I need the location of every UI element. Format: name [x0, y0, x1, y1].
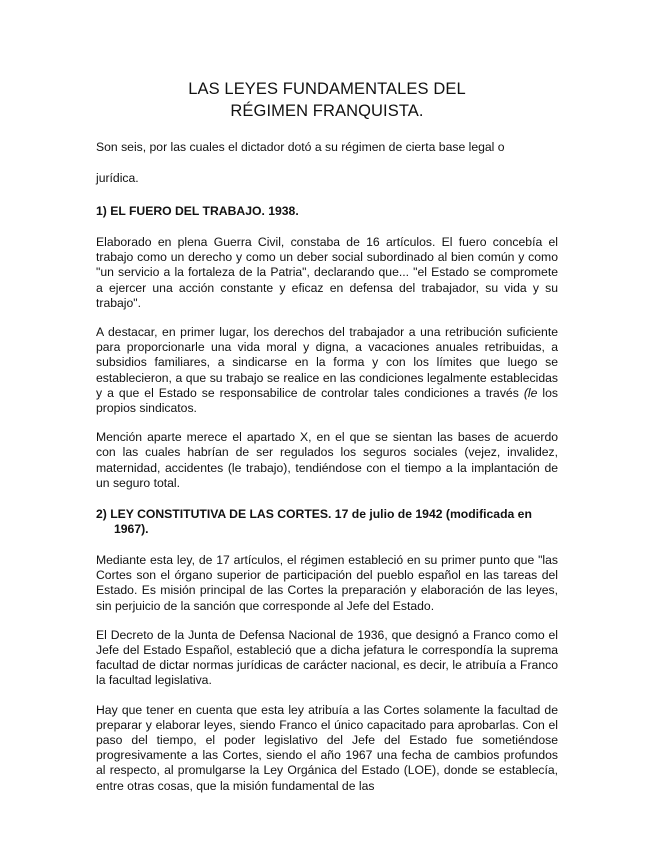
section-ley-constitutiva-cortes [96, 507, 558, 794]
section-2-paragraph-3: Hay que tener en cuenta que esta ley atribuía a las Cortes solamente la facultad de preparar y elaborar leyes, siendo Franco el único capacitado para aprobarlas. Con el paso del tiempo, el poder legislativo del Jefe del Estado fue sometiéndose progresivamente a las Cortes, siendo el año 1967 una fecha de cambios profundos al respecto, al promulgarse la Ley Orgánica del Estado (LOE), donde se establecía, entre otras cosas, que la misión fundamental de las [96, 702, 558, 793]
section-2-paragraph-2: El Decreto de la Junta de Defensa Nacional de 1936, que designó a Franco como el Jefe del Estado Español, estableció que a dicha jefatura le correspondía la suprema facultad de dictar normas jurídicas de carácter nacional, es decir, le atribuía a Franco la facultad legislativa. [96, 627, 558, 688]
section-1-paragraph-1: Elaborado en plena Guerra Civil, constaba de 16 artículos. El fuero concebía el trabajo como un derecho y como un deber social subordinado al bien común y como "un servicio a la fortaleza de la Patria", declarando que... "el Estado se compromete a ejercer una acción constante y eficaz en defensa del trabajador, su vida y su trabajo". [96, 235, 558, 310]
section-1-paragraph-2-italic: (le [523, 385, 538, 400]
section-1-paragraph-2-end: los propios sindicatos. [96, 385, 558, 416]
section-1-paragraph-3: Mención aparte merece el apartado X, en el que se sientan las bases de acuerdo con las cuales habrían de ser regulados los seguros sociales (vejez, invalidez, maternidad, accidentes (le trabajo), tendiéndose con el tiempo a la implantación de un seguro total. [96, 430, 558, 490]
intro-paragraph [96, 132, 558, 194]
title-line-2: RÉGIMEN FRANQUISTA. [230, 102, 424, 120]
section-2-heading: 2) LEY CONSTITUTIVA DE LAS CORTES. 17 de julio de 1942 (modificada en 1967). [96, 507, 532, 537]
document-page [96, 78, 558, 794]
document-title [96, 78, 558, 122]
section-1-heading: 1) EL FUERO DEL TRABAJO. 1938. [96, 204, 299, 218]
section-2-paragraph-1: Mediante esta ley, de 17 artículos, el régimen estableció en su primer punto que "las Cortes son el órgano superior de participación del pueblo español en las tareas del Estado. Es misión principal de las Cortes la preparación y elaboración de las leyes, sin perjuicio de la sanción que corresponde al Jefe del Estado. [96, 553, 558, 613]
intro-line-2: jurídica. [96, 171, 139, 185]
section-1-paragraph-2-main: A destacar, en primer lugar, los derechos del trabajador a una retribución suficiente para proporcionarle una vida moral y digna, a vacaciones anuales retribuidas, a subsidios familiares, a sindicarse en la forma y con los límites que luego se establecieron, a que su trabajo se realice en las condiciones legalmente establecidas y a que el Estado se responsabilice de controlar tales condiciones a través [96, 325, 558, 400]
section-1-paragraph-2 [96, 325, 558, 416]
section-fuero-del-trabajo [96, 204, 558, 491]
intro-line-1: Son seis, por las cuales el dictador dotó a su régimen de cierta base legal o [96, 140, 505, 154]
title-line-1: LAS LEYES FUNDAMENTALES DEL [188, 80, 466, 98]
